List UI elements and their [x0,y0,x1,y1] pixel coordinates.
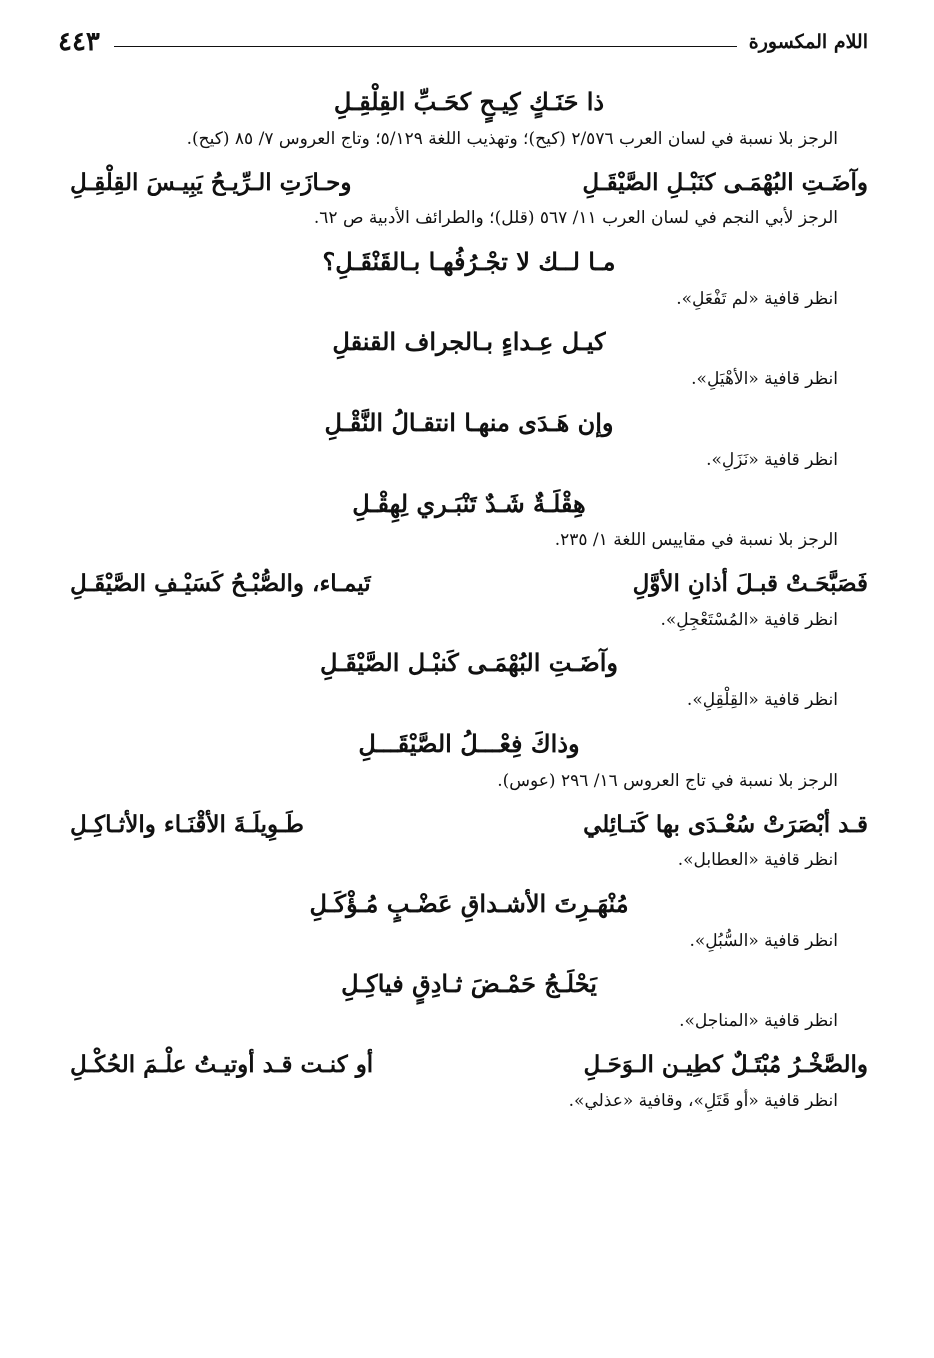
verse-second-hemistich: تَيمـاء، والصُّبْـحُ كَسَيْـفِ الصَّيْقَـلِ [70,570,371,598]
verse-line: هِقْلَـةٌ شَـدٌ تَنْبَـري لِهِقْـلِ [352,488,586,518]
cross-reference-note: انظر قافية «الأهْيَلِ». [691,369,838,390]
verse-line: ذا حَنَـكٍ كِيـحٍ كحَـبِّ القِلْقِـلِ [333,87,605,116]
verse-first-hemistich: والصَّخْـرُ مُبْتَـلٌ كطِيـن الـوَحَـلِ [583,1050,868,1078]
verse-second-hemistich: أو كنـت قـد أوتيـتُ علْـمَ الحُكْـلِ [70,1050,374,1078]
verse-couplet [70,811,868,839]
source-note: الرجز بلا نسبة في مقاييس اللغة ١/ ٢٣٥. [554,530,838,551]
verse-line: وذاكَ فِعْـــلُ الصَّيْقَـــلِ [358,728,580,758]
verse-first-hemistich: فَصَبَّحَـتْ قبـلَ أذانِ الأوَّلِ [632,570,868,598]
verse-first-hemistich: وآضَـتِ البُهْمَـى كنَبْـلِ الصَّيْقَـلِ [582,168,868,196]
page-number: ٤٤٣ [58,27,100,57]
verse-second-hemistich: طَـوِيلَـةَ الأقْنَـاء والأثـاكِـلِ [70,810,304,838]
verse-couplet [70,570,868,598]
cross-reference-note: انظر قافية «لم تَفْعَلِ». [676,288,838,309]
cross-reference-note: انظر قافية «السُّبُلِ». [689,930,838,951]
verse-line: مُنْهَـرِتَ الأشـداقِ عَضْـبٍ مُـؤْكَـلِ [309,888,629,918]
verse-couplet [70,1051,868,1079]
verse-couplet [70,169,868,197]
verse-second-hemistich: وحـازَتِ الـرِّيـحُ يَبِيـسَ القِلْقِـلِ [70,168,352,196]
running-title: اللام المكسورة [748,31,868,53]
source-note: الرجز بلا نسبة في تاج العروس ١٦/ ٢٩٦ (عوس). [497,770,838,791]
verse-line: مـا لــك لا تجْـرُفُهـا بـالقَنْقَـلِ؟ [322,246,616,276]
page-header [58,22,868,62]
cross-reference-note: انظر قافية «نَزَلِ». [706,449,838,470]
source-note: الرجز بلا نسبة في لسان العرب ٢/٥٧٦ (كيح)؛ وتهذيب اللغة ٥/١٢٩؛ وتاج العروس ٧/ ٨٥ (كيح). [186,128,838,149]
cross-reference-note: انظر قافية «المناجل». [679,1011,838,1032]
cross-reference-note: انظر قافية «العطابل». [677,850,838,871]
verse-line: كيـل عِـداءٍ بـالجراف القنقلِ [332,327,606,357]
page-body [70,74,868,1128]
source-note: الرجز لأبي النجم في لسان العرب ١١/ ٥٦٧ (قلل)؛ والطرائف الأدبية ص ٦٢. [313,208,838,229]
verse-line: وآضَـتِ البُهْمَـى كَنبْـل الصَّيْقَـلِ [320,648,618,678]
verse-line: وإن هَـدَى منهـا انتقـالُ النَّقْـلِ [324,407,614,437]
cross-reference-note: انظر قافية «أو قَتَلِ»، وقافية «عذلي». [568,1090,838,1111]
verse-line: يَحْلَـجُ حَمْـضَ ثـادِقٍ فياكِـلِ [341,969,597,999]
header-rule [114,46,737,47]
verse-first-hemistich: قـد أبْصَرَتْ سُعْـدَى بها كَتـائِلي [583,810,868,838]
cross-reference-note: انظر قافية «القِلْقِلِ». [686,690,838,711]
cross-reference-note: انظر قافية «المُسْتَعْجِلِ». [660,609,838,630]
